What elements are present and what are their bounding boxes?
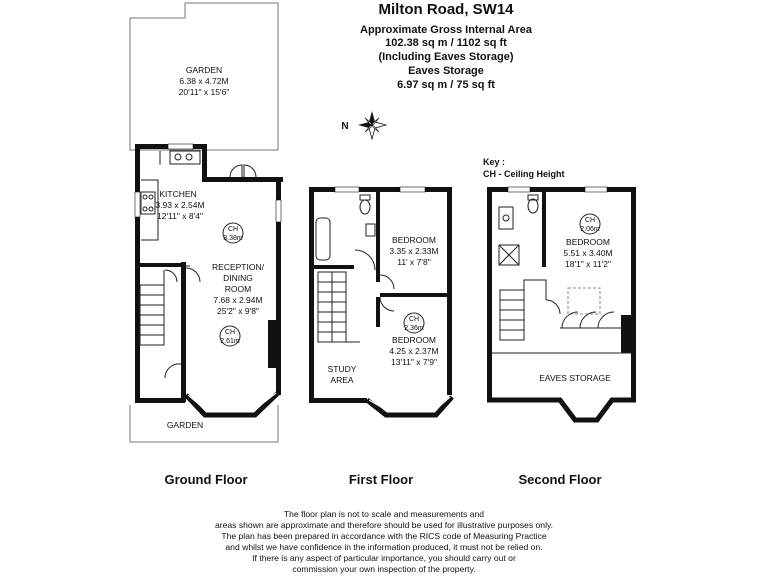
ch-value: 2.61m [220,338,240,345]
bedroom2-metric: 4.25 x 2.37M [389,346,439,356]
door-swing [186,268,200,282]
bedroom1-name: BEDROOM [392,235,436,245]
wall [202,144,207,182]
kitchen-imperial: 12'11" x 8'4" [157,211,203,221]
wall [487,187,492,402]
door-swing [380,297,394,311]
ch-label: CH [224,329,236,336]
basin-icon [499,207,513,229]
wall [207,177,283,182]
ch-value: 3.38m [223,235,243,242]
door-swing [165,270,177,282]
ch-label: CH [584,217,596,224]
wall [309,398,367,403]
bedroom2-name: BEDROOM [392,335,436,345]
window [585,187,607,192]
bedroom-name: BEDROOM [566,237,610,247]
eaves-outline [487,400,636,420]
disclaimer-line: commission your own inspection of the property. [292,564,476,574]
wall [135,144,140,402]
second-floor-label: Second Floor [518,472,602,487]
kitchen-name: KITCHEN [159,189,197,199]
study-name-1: STUDY [327,364,357,374]
area-total: 102.38 sq m / 1102 sq ft [385,37,507,49]
key-entry: CH - Ceiling Height [483,169,565,179]
first-floor-label: First Floor [348,472,414,487]
skylight [568,288,600,314]
garden-rear-metric: 6.38 x 4.72M [179,76,229,86]
wall [621,315,631,353]
front-door-swing [165,364,181,378]
window [508,187,530,192]
area-heading: Approximate Gross Internal Area [360,24,532,36]
wall [314,265,354,269]
toilet-icon [528,199,538,213]
compass-north-label: N [341,121,349,132]
first-floor-plan [309,187,452,487]
disclaimer [215,509,553,574]
eaves-storage-name: EAVES STORAGE [539,373,611,383]
garden-front-name: GARDEN [166,420,204,430]
door-swing [546,300,560,314]
hob-icon [141,192,155,214]
reception-imperial: 25'2" x 9'8" [217,306,259,316]
bedroom1-metric: 3.35 x 2.33M [389,246,439,256]
bath-icon [316,218,330,260]
wall [135,398,185,403]
garden-rear-name: GARDEN [185,65,223,75]
study-name-2: AREA [330,375,354,385]
sink-icon [170,151,200,164]
garden-rear-imperial: 20'11" x 15'6" [178,87,230,97]
staircase [318,272,346,342]
wall [309,187,314,403]
reception-name-2: DINING [223,273,253,283]
door-swing [380,275,394,289]
ch-label: CH [227,226,239,233]
area-note: (Including Eaves Storage) [378,51,514,63]
disclaimer-line: If there is any aspect of particular importance, you should carry out or [252,553,516,563]
eaves-area: 6.97 sq m / 75 sq ft [397,79,495,91]
disclaimer-line: and whilst we have confidence in the information produced, it must not be relied on. [225,542,543,552]
wall [380,293,452,297]
eaves-heading: Eaves Storage [408,65,484,77]
ch-value: 2.06m [580,226,600,233]
wall [376,187,380,282]
staircase [140,270,164,345]
wall [631,187,636,402]
door-swing [244,165,256,177]
reception-metric: 7.68 x 2.94M [213,295,263,305]
door-swing [230,165,242,177]
door-swing [598,312,614,328]
bedroom1-imperial: 11' x 7'8" [397,257,431,267]
ch-label: CH [408,316,420,323]
reception-name-1: RECEPTION/ [212,262,264,272]
staircase [500,280,546,340]
ch-value: 2.36m [404,325,424,332]
wall [542,187,546,267]
key-title: Key : [483,157,506,167]
bay-window [186,393,278,415]
wall [268,320,276,368]
bedroom2-imperial: 13'11" x 7'9" [391,357,437,367]
door-swing [355,250,375,270]
property-title: Milton Road, SW14 [378,1,514,18]
toilet-icon [360,200,370,214]
wall [181,262,186,402]
window [335,187,359,192]
wall [309,187,452,192]
ground-floor-plan [130,3,283,487]
disclaimer-line: The floor plan is not to scale and measurements and [283,509,485,519]
compass-icon [358,111,386,139]
disclaimer-line: areas shown are approximate and therefore should be used for illustrative purposes only. [214,520,554,530]
wall [376,297,380,327]
ground-floor-label: Ground Floor [164,472,248,487]
wall [447,187,452,395]
bedroom-imperial: 18'1" x 11'2" [565,259,611,269]
reception-name-3: ROOM [224,284,252,294]
basin-icon [366,224,375,236]
window [400,187,425,192]
disclaimer-line: The plan has been prepared in accordance with the RICS code of Measuring Practice [221,531,547,541]
window [168,144,193,149]
kitchen-metric: 3.93 x 2.54M [155,200,205,210]
header [360,1,533,91]
window [276,200,281,222]
wall [135,263,185,267]
second-floor-plan [487,187,636,487]
window [135,192,140,217]
bedroom-metric: 5.51 x 3.40M [563,248,613,258]
